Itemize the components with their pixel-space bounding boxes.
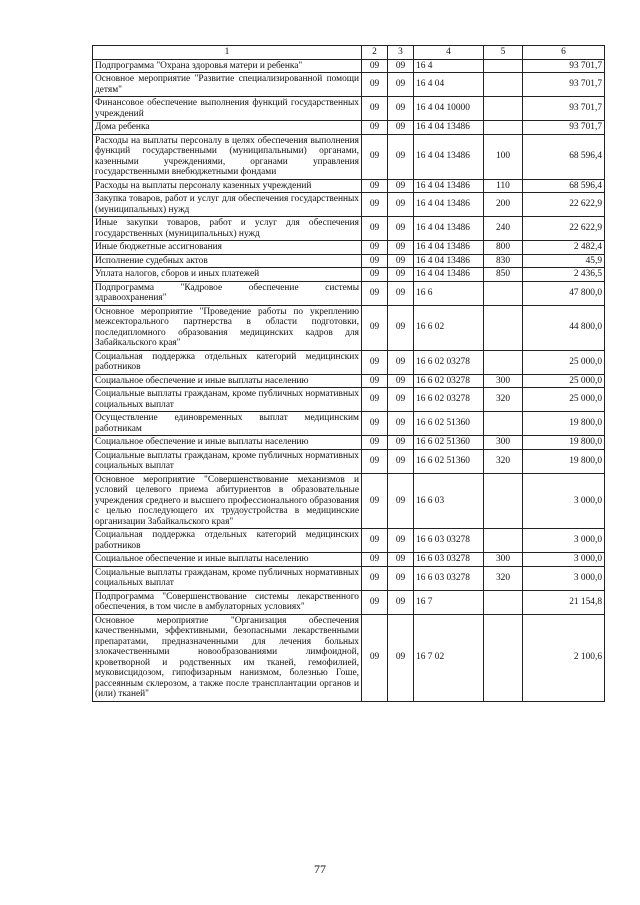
table-row [93, 305, 605, 350]
table-row [93, 412, 605, 436]
row-name-cell: Социальная поддержка отдельных категорий медицинских работников [93, 529, 362, 553]
expense-type-cell: 320 [484, 449, 523, 473]
table-row [93, 374, 605, 388]
subsection-code-cell: 09 [388, 305, 414, 350]
table-row [93, 254, 605, 268]
amount-cell: 3 000,0 [523, 553, 605, 567]
section-code-cell: 09 [362, 59, 388, 73]
target-article-cell: 16 6 03 [414, 473, 484, 529]
subsection-code-cell: 09 [388, 268, 414, 282]
expense-type-cell: 300 [484, 374, 523, 388]
target-article-cell: 16 4 04 13486 [414, 121, 484, 135]
subsection-code-cell: 09 [388, 436, 414, 450]
subsection-code-cell: 09 [388, 529, 414, 553]
subsection-code-cell: 09 [388, 254, 414, 268]
target-article-cell: 16 4 04 13486 [414, 193, 484, 217]
subsection-code-cell: 09 [388, 388, 414, 412]
subsection-code-cell: 09 [388, 134, 414, 179]
table-row [93, 241, 605, 255]
section-code-cell: 09 [362, 473, 388, 529]
expense-type-cell [484, 281, 523, 305]
row-name-cell: Подпрограмма "Кадровое обеспечение системы здравоохранения" [93, 281, 362, 305]
amount-cell: 2 436,5 [523, 268, 605, 282]
target-article-cell: 16 4 04 13486 [414, 179, 484, 193]
expense-type-cell [484, 412, 523, 436]
target-article-cell: 16 6 02 51360 [414, 449, 484, 473]
expense-type-cell [484, 59, 523, 73]
expense-type-cell [484, 473, 523, 529]
section-code-cell: 09 [362, 268, 388, 282]
expense-type-cell [484, 97, 523, 121]
budget-table [92, 45, 605, 702]
section-code-cell: 09 [362, 193, 388, 217]
table-header-row [93, 46, 605, 60]
section-code-cell: 09 [362, 436, 388, 450]
table-row [93, 449, 605, 473]
expense-type-cell [484, 305, 523, 350]
table-row [93, 350, 605, 374]
section-code-cell: 09 [362, 388, 388, 412]
section-code-cell: 09 [362, 553, 388, 567]
amount-cell: 22 622,9 [523, 193, 605, 217]
amount-cell: 19 800,0 [523, 449, 605, 473]
table-row [93, 121, 605, 135]
subsection-code-cell: 09 [388, 566, 414, 590]
row-name-cell: Подпрограмма "Охрана здоровья матери и ребенка" [93, 59, 362, 73]
section-code-cell: 09 [362, 449, 388, 473]
header-cell: 4 [414, 46, 484, 60]
row-name-cell: Основное мероприятие "Совершенствование механизмов и условий целевого приема абитуриентов в образовательные учреждения среднего и высшего профессионального образования с целью последующего их трудоустройства в медицинские организации Забайкальского края" [93, 473, 362, 529]
section-code-cell: 09 [362, 241, 388, 255]
subsection-code-cell: 09 [388, 193, 414, 217]
row-name-cell: Финансовое обеспечение выполнения функций государственных учреждений [93, 97, 362, 121]
amount-cell: 93 701,7 [523, 121, 605, 135]
target-article-cell: 16 6 02 51360 [414, 412, 484, 436]
subsection-code-cell: 09 [388, 473, 414, 529]
target-article-cell: 16 6 02 03278 [414, 388, 484, 412]
amount-cell: 3 000,0 [523, 473, 605, 529]
row-name-cell: Закупка товаров, работ и услуг для обеспечения государственных (муниципальных) нужд [93, 193, 362, 217]
section-code-cell: 09 [362, 179, 388, 193]
subsection-code-cell: 09 [388, 614, 414, 701]
subsection-code-cell: 09 [388, 374, 414, 388]
table-row [93, 268, 605, 282]
target-article-cell: 16 4 04 10000 [414, 97, 484, 121]
section-code-cell: 09 [362, 121, 388, 135]
target-article-cell: 16 4 04 13486 [414, 217, 484, 241]
subsection-code-cell: 09 [388, 350, 414, 374]
target-article-cell: 16 4 04 [414, 73, 484, 97]
row-name-cell: Расходы на выплаты персоналу казенных учреждений [93, 179, 362, 193]
header-cell: 5 [484, 46, 523, 60]
amount-cell: 2 100,6 [523, 614, 605, 701]
expense-type-cell [484, 121, 523, 135]
header-cell: 2 [362, 46, 388, 60]
table-row [93, 436, 605, 450]
expense-type-cell: 240 [484, 217, 523, 241]
amount-cell: 21 154,8 [523, 590, 605, 614]
target-article-cell: 16 4 04 13486 [414, 241, 484, 255]
target-article-cell: 16 4 [414, 59, 484, 73]
amount-cell: 3 000,0 [523, 566, 605, 590]
table-row [93, 388, 605, 412]
header-cell: 6 [523, 46, 605, 60]
expense-type-cell: 830 [484, 254, 523, 268]
section-code-cell: 09 [362, 614, 388, 701]
table-row [93, 473, 605, 529]
target-article-cell: 16 6 02 03278 [414, 374, 484, 388]
expense-type-cell [484, 350, 523, 374]
amount-cell: 25 000,0 [523, 374, 605, 388]
amount-cell: 93 701,7 [523, 73, 605, 97]
amount-cell: 2 482,4 [523, 241, 605, 255]
subsection-code-cell: 09 [388, 281, 414, 305]
target-article-cell: 16 4 04 13486 [414, 268, 484, 282]
expense-type-cell: 850 [484, 268, 523, 282]
amount-cell: 93 701,7 [523, 59, 605, 73]
target-article-cell: 16 6 03 03278 [414, 553, 484, 567]
row-name-cell: Иные бюджетные ассигнования [93, 241, 362, 255]
target-article-cell: 16 6 03 03278 [414, 566, 484, 590]
header-cell: 1 [93, 46, 362, 60]
row-name-cell: Социальная поддержка отдельных категорий медицинских работников [93, 350, 362, 374]
amount-cell: 47 800,0 [523, 281, 605, 305]
table-row [93, 566, 605, 590]
table-row [93, 529, 605, 553]
subsection-code-cell: 09 [388, 241, 414, 255]
section-code-cell: 09 [362, 217, 388, 241]
target-article-cell: 16 4 04 13486 [414, 254, 484, 268]
subsection-code-cell: 09 [388, 217, 414, 241]
table-row [93, 179, 605, 193]
table-row [93, 134, 605, 179]
amount-cell: 25 000,0 [523, 388, 605, 412]
amount-cell: 68 596,4 [523, 179, 605, 193]
subsection-code-cell: 09 [388, 59, 414, 73]
amount-cell: 45,9 [523, 254, 605, 268]
row-name-cell: Основное мероприятие "Проведение работы по укреплению межсекторального партнерства в области подготовки, последипломного образования медицинских кадров для Забайкальского края" [93, 305, 362, 350]
section-code-cell: 09 [362, 529, 388, 553]
amount-cell: 68 596,4 [523, 134, 605, 179]
section-code-cell: 09 [362, 281, 388, 305]
section-code-cell: 09 [362, 305, 388, 350]
row-name-cell: Основное мероприятие "Организация обеспечения качественными, эффективными, безопасными лекарственными препаратами, предназначенными для лечения больных злокачественными новообразованиями лимфоидной, кроветворной и родственных им тканей, гемофилией, муковисцидозом, гипофизарным нанизмом, болезнью Гоше, рассеянным склерозом, а также после трансплантации органов и (или) тканей" [93, 614, 362, 701]
section-code-cell: 09 [362, 412, 388, 436]
row-name-cell: Исполнение судебных актов [93, 254, 362, 268]
section-code-cell: 09 [362, 590, 388, 614]
subsection-code-cell: 09 [388, 121, 414, 135]
amount-cell: 3 000,0 [523, 529, 605, 553]
expense-type-cell: 300 [484, 553, 523, 567]
expense-type-cell: 300 [484, 436, 523, 450]
subsection-code-cell: 09 [388, 179, 414, 193]
expense-type-cell: 100 [484, 134, 523, 179]
target-article-cell: 16 6 [414, 281, 484, 305]
subsection-code-cell: 09 [388, 553, 414, 567]
expense-type-cell [484, 590, 523, 614]
row-name-cell: Дома ребенка [93, 121, 362, 135]
row-name-cell: Уплата налогов, сборов и иных платежей [93, 268, 362, 282]
target-article-cell: 16 7 [414, 590, 484, 614]
expense-type-cell: 200 [484, 193, 523, 217]
table-row [93, 217, 605, 241]
table-row [93, 590, 605, 614]
row-name-cell: Расходы на выплаты персоналу в целях обеспечения выполнения функций государственными (муниципальными) органами, казенными учреждениями, органами управления государственными внебюджетными фондами [93, 134, 362, 179]
row-name-cell: Иные закупки товаров, работ и услуг для обеспечения государственных (муниципальных) нужд [93, 217, 362, 241]
amount-cell: 22 622,9 [523, 217, 605, 241]
expense-type-cell: 320 [484, 388, 523, 412]
amount-cell: 25 000,0 [523, 350, 605, 374]
expense-type-cell: 320 [484, 566, 523, 590]
section-code-cell: 09 [362, 566, 388, 590]
section-code-cell: 09 [362, 254, 388, 268]
table-row [93, 73, 605, 97]
table-row [93, 193, 605, 217]
section-code-cell: 09 [362, 134, 388, 179]
expense-type-cell: 800 [484, 241, 523, 255]
table-row [93, 281, 605, 305]
amount-cell: 19 800,0 [523, 412, 605, 436]
expense-type-cell [484, 529, 523, 553]
table-row [93, 97, 605, 121]
expense-type-cell: 110 [484, 179, 523, 193]
amount-cell: 19 800,0 [523, 436, 605, 450]
section-code-cell: 09 [362, 350, 388, 374]
row-name-cell: Подпрограмма "Совершенствование системы лекарственного обеспечения, в том числе в амбулаторных условиях" [93, 590, 362, 614]
row-name-cell: Социальные выплаты гражданам, кроме публичных нормативных социальных выплат [93, 566, 362, 590]
amount-cell: 93 701,7 [523, 97, 605, 121]
amount-cell: 44 800,0 [523, 305, 605, 350]
header-cell: 3 [388, 46, 414, 60]
section-code-cell: 09 [362, 374, 388, 388]
expense-type-cell [484, 614, 523, 701]
page-number: 77 [314, 862, 326, 876]
section-code-cell: 09 [362, 97, 388, 121]
row-name-cell: Социальные выплаты гражданам, кроме публичных нормативных социальных выплат [93, 388, 362, 412]
row-name-cell: Осуществление единовременных выплат медицинским работникам [93, 412, 362, 436]
table-row [93, 59, 605, 73]
subsection-code-cell: 09 [388, 449, 414, 473]
target-article-cell: 16 6 02 51360 [414, 436, 484, 450]
subsection-code-cell: 09 [388, 412, 414, 436]
section-code-cell: 09 [362, 73, 388, 97]
target-article-cell: 16 6 03 03278 [414, 529, 484, 553]
row-name-cell: Социальные выплаты гражданам, кроме публичных нормативных социальных выплат [93, 449, 362, 473]
target-article-cell: 16 6 02 [414, 305, 484, 350]
row-name-cell: Социальное обеспечение и иные выплаты населению [93, 553, 362, 567]
target-article-cell: 16 6 02 03278 [414, 350, 484, 374]
row-name-cell: Социальное обеспечение и иные выплаты населению [93, 436, 362, 450]
subsection-code-cell: 09 [388, 73, 414, 97]
subsection-code-cell: 09 [388, 590, 414, 614]
table-row [93, 553, 605, 567]
expense-type-cell [484, 73, 523, 97]
target-article-cell: 16 4 04 13486 [414, 134, 484, 179]
row-name-cell: Основное мероприятие "Развитие специализированной помощи детям" [93, 73, 362, 97]
table-row [93, 614, 605, 701]
row-name-cell: Социальное обеспечение и иные выплаты населению [93, 374, 362, 388]
subsection-code-cell: 09 [388, 97, 414, 121]
target-article-cell: 16 7 02 [414, 614, 484, 701]
